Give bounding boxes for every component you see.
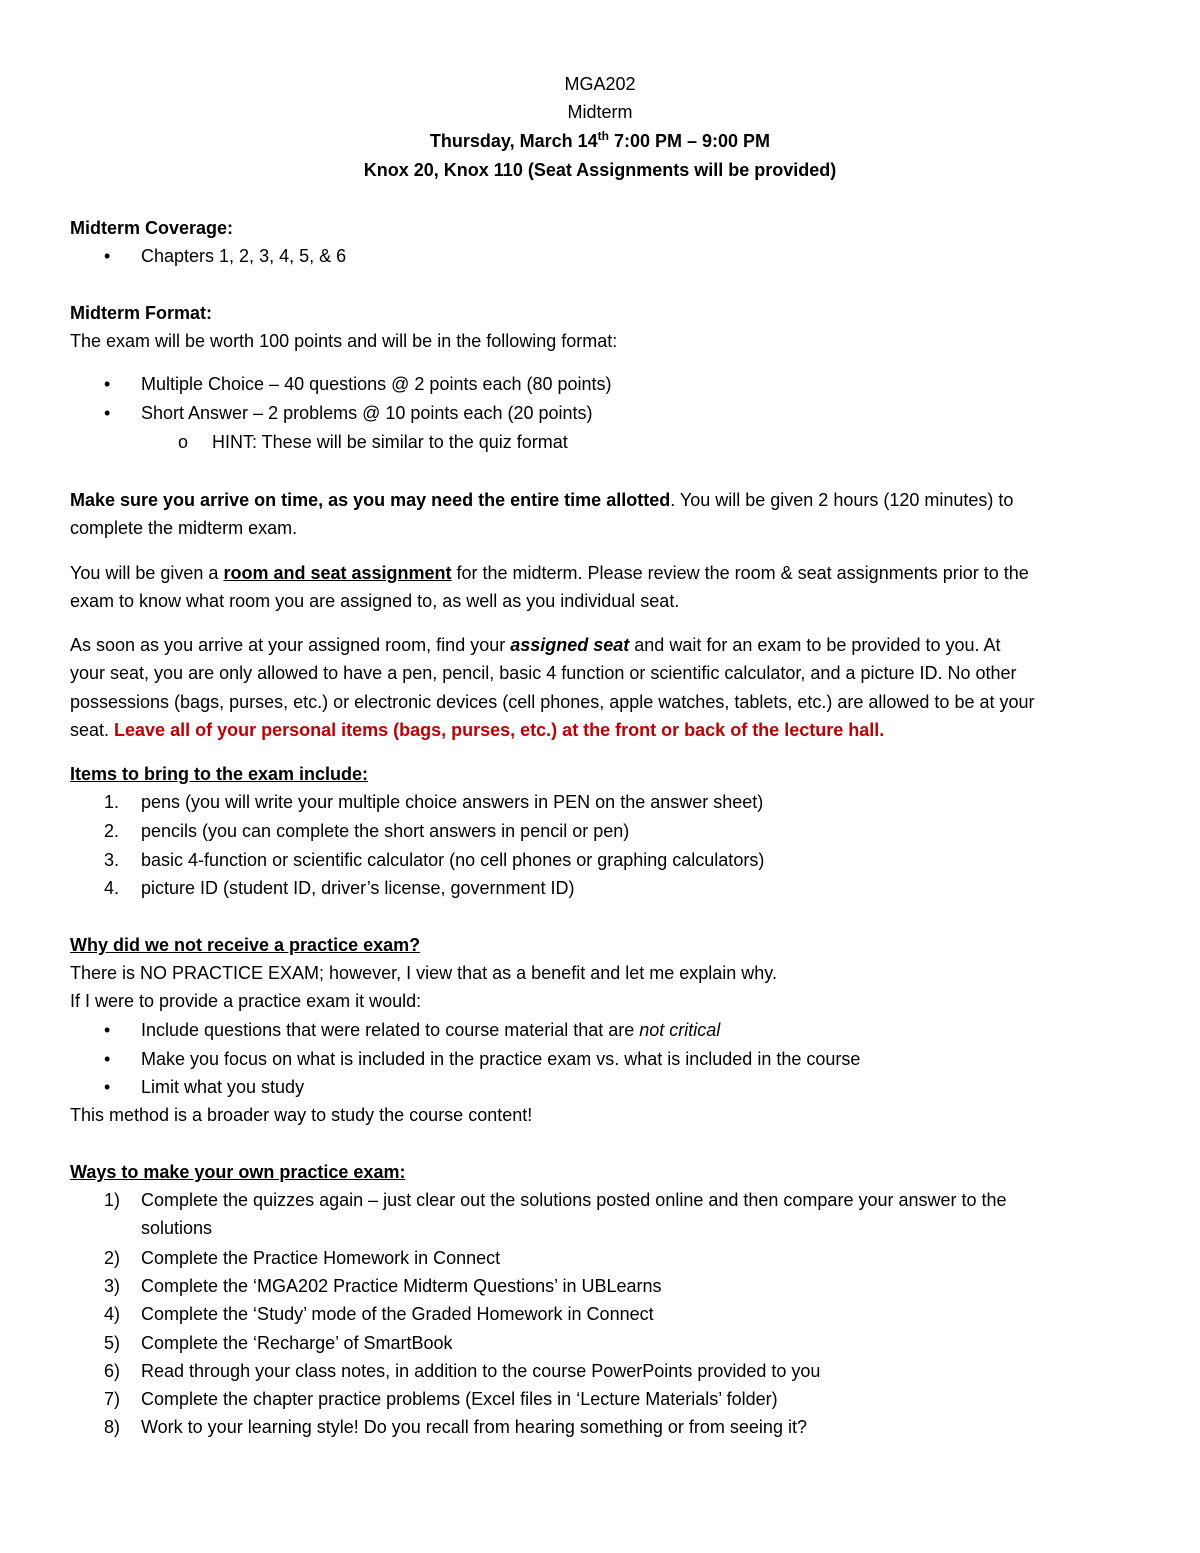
course-code: MGA202 (564, 74, 636, 94)
bullet-icon: • (104, 403, 111, 423)
exam-title: Midterm (567, 102, 633, 122)
coverage-heading: Midterm Coverage: (70, 218, 234, 238)
arrival-paragraph: Make sure you arrive on time, as you may need the entire time allotted. You will be given 2 hours (120 minutes) to (70, 490, 1014, 510)
rules-paragraph-line3: possessions (bags, purses, etc.) or electronic devices (cell phones, apple watches, tablets, etc.) are allowed to be at your (70, 692, 1035, 712)
rules-paragraph-line4: seat. Leave all of your personal items (bags, purses, etc.) at the front or back of the lecture hall. (70, 720, 885, 740)
practice-line: There is NO PRACTICE EXAM; however, I view that as a benefit and let me explain why. (70, 963, 777, 983)
bullet-icon: • (104, 1077, 111, 1097)
exam-location: Knox 20, Knox 110 (Seat Assignments will be provided) (363, 160, 837, 180)
bring-heading: Items to bring to the exam include: (70, 764, 369, 784)
arrival-paragraph-line2: complete the midterm exam. (70, 518, 298, 538)
bullet-icon: • (104, 1020, 111, 1040)
bullet-icon: • (104, 374, 111, 394)
seating-paragraph: You will be given a room and seat assignment for the midterm. Please review the room & seat assignments prior to the (70, 563, 1029, 583)
bullet-icon: • (104, 246, 111, 266)
format-intro: The exam will be worth 100 points and will be in the following format: (70, 331, 618, 351)
circle-bullet-icon: o (178, 432, 189, 452)
exam-date: Thursday, March 14th 7:00 PM – 9:00 PM (429, 129, 771, 151)
rules-paragraph: As soon as you arrive at your assigned room, find your assigned seat and wait for an exam to be provided to you. At (70, 635, 1001, 655)
bullet-icon: • (104, 1049, 111, 1069)
practice-line: If I were to provide a practice exam it would: (70, 991, 422, 1011)
seating-paragraph-line2: exam to know what room you are assigned to, as well as you individual seat. (70, 591, 680, 611)
practice-heading: Why did we not receive a practice exam? (70, 935, 421, 955)
personal-items-warning: Leave all of your personal items (bags, purses, etc.) at the front or back of the lecture hall. (114, 720, 885, 740)
rules-paragraph-line2: your seat, you are only allowed to have a pen, pencil, basic 4 function or scientific calculator, and a picture ID. No other (70, 663, 1017, 683)
ways-heading: Ways to make your own practice exam: (70, 1162, 406, 1182)
document-page: MGA202 Midterm Thursday, March 14th 7:00 PM – 9:00 PM Knox 20, Knox 110 (Seat Assignments will be provided) Midterm Coverage: • Chapters 1, 2, 3, 4, 5, & 6 Midterm Format: The exam will be worth 100 points and will be in the following format: • Multiple Choice – 40 questions @ 2 points each (80 points) • Short Answer – 2 problems @ 10 points each (20 points) o HINT: These will be similar to the quiz format Make sure you arrive on time, as you may need the entire time allotted. You will be given 2 hours (120 minutes) to complete the midterm exam. You will be given a room and seat assignment for the midterm. Please review the room & seat assignments prior to the exam to know what room you are assigned to, as well as you individual seat. As soon as you arrive at your assigned room, find your assigned seat and wait for an exam to be provided to you. At your seat, you are only allowed to have a pen, pencil, basic 4 function or scientific calculator, and a picture ID. No other possessions (bags, purses, etc.) or electronic devices (cell phones, apple watches, tablets, etc.) are allowed to be at your seat. Leave all of your personal items (bags, purses, etc.) at the front or back of the lecture hall. Items to bring to the exam include: 1. pens (you will write your multiple choice answers in PEN on the answer sheet) 2. pencils (you can complete the short answers in pencil or pen) 3. basic 4-function or scientific calculator (no cell phones or graphing calculators) 4. picture ID (student ID, driver’s license, government ID) Why did we not receive a practice exam? There is NO PRACTICE EXAM; however, I view that as a benefit and let me explain why. If I were to provide a practice exam it would: • Include questions that were related to course material that are not critical • Make you focus on what is included in the practice exam vs. what is included in the course • Limit what you study This method is a broader way to study the course content! Ways to make your own practice exam: 1) Complete the quizzes again – just clear out the solutions posted online and then compare your answer to the solutions 2) Complete the Practice Homework in Connect 3) Complete the ‘MGA202 Practice Midterm Questions’ in UBLearns 4) Complete the ‘Study’ mode of the Graded Homework in Connect 5) Complete the ‘Recharge’ of SmartBook 6) Read through your class notes, in addition to the course PowerPoints provided to you 7) Complete the chapter practice problems (Excel files in ‘Lecture Materials’ folder) 8) Work to your learning style! Do you recall from hearing something or from seeing it? (0, 0, 1200, 1553)
practice-closing: This method is a broader way to study the course content! (70, 1105, 533, 1125)
format-heading: Midterm Format: (70, 303, 213, 323)
